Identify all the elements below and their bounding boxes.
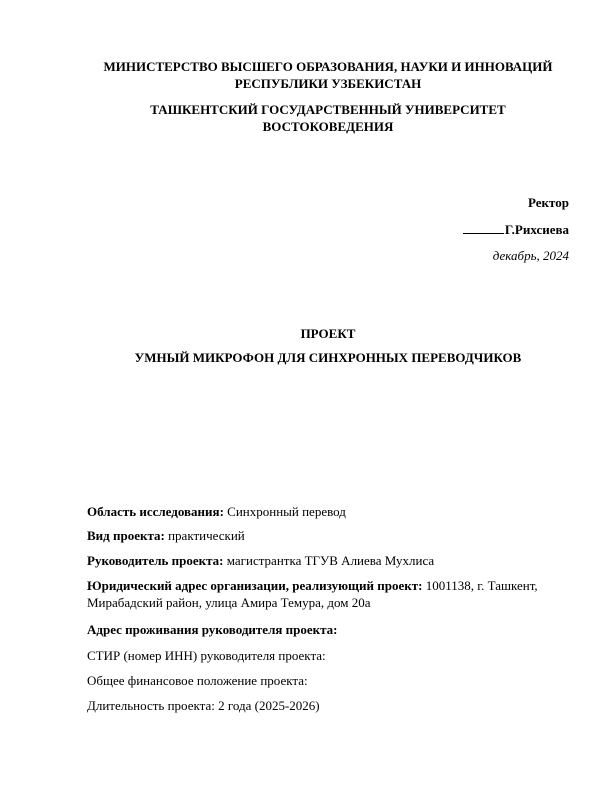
detail-value: 1001138, г. Ташкент, Мирабадский район, улица Амира Темура, дом 20а (87, 578, 538, 610)
approval-signature (463, 222, 569, 238)
approval-name: Г.Рихсиева (504, 222, 569, 237)
detail-label: Область исследования: (87, 504, 224, 519)
detail-label: Вид проекта: (87, 528, 165, 543)
detail-label: Юридический адрес организации, реализующий проект: (87, 578, 423, 593)
detail-value: практический (164, 528, 245, 543)
detail-duration (87, 697, 547, 714)
detail-lead-address (87, 621, 547, 638)
detail-research-area (87, 503, 547, 520)
detail-value: Длительность проекта: 2 года (2025-2026) (87, 698, 320, 713)
detail-value: СТИР (номер ИНН) руководителя проекта: (87, 648, 326, 663)
detail-label: Руководитель проекта: (87, 553, 224, 568)
detail-financial-status (87, 672, 547, 689)
detail-project-lead (87, 552, 547, 569)
university-heading: ТАШКЕНТСКИЙ ГОСУДАРСТВЕННЫЙ УНИВЕРСИТЕТ ВОСТОКОВЕДЕНИЯ (150, 102, 506, 134)
approval-title: Ректор (528, 195, 569, 210)
detail-value: Синхронный перевод (223, 504, 346, 519)
project-label: ПРОЕКТ (300, 326, 356, 341)
detail-value: магистрантка ТГУВ Алиева Мухлиса (223, 553, 435, 568)
detail-value: Общее финансовое положение проекта: (87, 673, 308, 688)
detail-tin (87, 647, 547, 664)
detail-legal-address (87, 577, 547, 611)
project-title: УМНЫЙ МИКРОФОН ДЛЯ СИНХРОННЫХ ПЕРЕВОДЧИКОВ (134, 350, 522, 365)
approval-date: декабрь, 2024 (492, 248, 569, 263)
detail-project-type (87, 527, 547, 544)
ministry-heading: МИНИСТЕРСТВО ВЫСШЕГО ОБРАЗОВАНИЯ, НАУКИ И ИННОВАЦИЙ РЕСПУБЛИКИ УЗБЕКИСТАН (103, 59, 553, 91)
detail-label: Адрес проживания руководителя проекта: (87, 622, 338, 637)
signature-line (463, 222, 504, 234)
